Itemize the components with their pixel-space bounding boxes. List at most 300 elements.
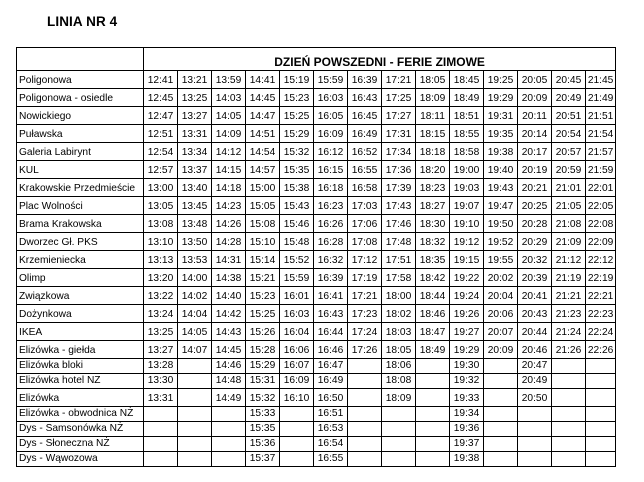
- departure-time: 17:03: [348, 197, 382, 215]
- departure-time: 19:36: [450, 422, 484, 437]
- departure-time: 13:53: [178, 251, 212, 269]
- departure-time: 20:45: [552, 71, 586, 89]
- departure-time: 20:05: [518, 71, 552, 89]
- timetable-row: [17, 125, 616, 143]
- departure-time: [382, 437, 416, 452]
- departure-time: [382, 452, 416, 467]
- departure-time: 15:38: [280, 179, 314, 197]
- departure-time: [348, 437, 382, 452]
- departure-time: [586, 422, 616, 437]
- departure-time: 20:28: [518, 215, 552, 233]
- departure-time: 16:04: [280, 323, 314, 341]
- departure-time: 18:11: [416, 107, 450, 125]
- departure-time: 13:00: [144, 179, 178, 197]
- timetable-row: [17, 374, 616, 389]
- departure-time: 20:43: [518, 305, 552, 323]
- timetable-row: [17, 359, 616, 374]
- departure-time: 15:31: [246, 374, 280, 389]
- departure-time: [484, 422, 518, 437]
- departure-time: 20:49: [552, 89, 586, 107]
- departure-time: 16:10: [280, 389, 314, 407]
- stop-name: Elizówka - giełda: [17, 341, 144, 359]
- departure-time: 16:58: [348, 179, 382, 197]
- departure-time: [212, 452, 246, 467]
- departure-time: 14:03: [212, 89, 246, 107]
- departure-time: 19:52: [484, 233, 518, 251]
- departure-time: 16:51: [314, 407, 348, 422]
- departure-time: 15:35: [280, 161, 314, 179]
- departure-time: 16:49: [314, 374, 348, 389]
- departure-time: 18:00: [382, 287, 416, 305]
- timetable-row: [17, 452, 616, 467]
- departure-time: [484, 407, 518, 422]
- departure-time: 22:01: [586, 179, 616, 197]
- departure-time: 14:02: [178, 287, 212, 305]
- departure-time: 16:55: [314, 452, 348, 467]
- departure-time: 19:33: [450, 389, 484, 407]
- departure-time: 16:03: [314, 89, 348, 107]
- stop-name: Elizówka - obwodnica NŻ: [17, 407, 144, 422]
- departure-time: 15:08: [246, 215, 280, 233]
- departure-time: 15:00: [246, 179, 280, 197]
- departure-time: 18:18: [416, 143, 450, 161]
- departure-time: 21:45: [586, 71, 616, 89]
- stop-name: Dożynkowa: [17, 305, 144, 323]
- departure-time: [212, 422, 246, 437]
- departure-time: 17:34: [382, 143, 416, 161]
- departure-time: 16:06: [280, 341, 314, 359]
- departure-time: 19:37: [450, 437, 484, 452]
- departure-time: 14:46: [212, 359, 246, 374]
- departure-time: 14:45: [246, 89, 280, 107]
- departure-time: [348, 452, 382, 467]
- departure-time: 18:27: [416, 197, 450, 215]
- departure-time: 21:23: [552, 305, 586, 323]
- departure-time: 13:21: [178, 71, 212, 89]
- departure-time: 15:28: [246, 341, 280, 359]
- timetable: [16, 47, 616, 467]
- departure-time: 19:32: [450, 374, 484, 389]
- departure-time: 18:51: [450, 107, 484, 125]
- departure-time: [348, 407, 382, 422]
- departure-time: 15:59: [280, 269, 314, 287]
- departure-time: [416, 389, 450, 407]
- departure-time: 17:36: [382, 161, 416, 179]
- departure-time: [348, 374, 382, 389]
- departure-time: 21:26: [552, 341, 586, 359]
- departure-time: 20:09: [484, 341, 518, 359]
- departure-time: 16:09: [314, 125, 348, 143]
- departure-time: 14:48: [212, 374, 246, 389]
- departure-time: 15:14: [246, 251, 280, 269]
- departure-time: 16:28: [314, 233, 348, 251]
- departure-time: 16:44: [314, 323, 348, 341]
- departure-time: 13:34: [178, 143, 212, 161]
- departure-time: 13:37: [178, 161, 212, 179]
- departure-time: 18:15: [416, 125, 450, 143]
- departure-time: 16:07: [280, 359, 314, 374]
- departure-time: 21:01: [552, 179, 586, 197]
- departure-time: 15:05: [246, 197, 280, 215]
- departure-time: [586, 437, 616, 452]
- departure-time: 20:02: [484, 269, 518, 287]
- departure-time: 22:09: [586, 233, 616, 251]
- departure-time: 16:23: [314, 197, 348, 215]
- departure-time: [518, 452, 552, 467]
- departure-time: [178, 359, 212, 374]
- departure-time: [552, 359, 586, 374]
- timetable-row: [17, 422, 616, 437]
- stop-name: Plac Wolności: [17, 197, 144, 215]
- departure-time: 14:18: [212, 179, 246, 197]
- departure-time: 15:29: [280, 125, 314, 143]
- departure-time: 19:43: [484, 179, 518, 197]
- departure-time: 13:25: [144, 323, 178, 341]
- departure-time: 16:01: [280, 287, 314, 305]
- departure-time: 17:39: [382, 179, 416, 197]
- timetable-row: [17, 323, 616, 341]
- departure-time: 14:07: [178, 341, 212, 359]
- departure-time: 19:22: [450, 269, 484, 287]
- departure-time: 16:15: [314, 161, 348, 179]
- departure-time: 22:05: [586, 197, 616, 215]
- departure-time: 16:26: [314, 215, 348, 233]
- departure-time: [280, 437, 314, 452]
- departure-time: 14:31: [212, 251, 246, 269]
- timetable-row: [17, 71, 616, 89]
- departure-time: 18:58: [450, 143, 484, 161]
- departure-time: 17:12: [348, 251, 382, 269]
- stop-name: Elizówka hotel NZ: [17, 374, 144, 389]
- departure-time: [416, 437, 450, 452]
- departure-time: 14:05: [178, 323, 212, 341]
- timetable-row: [17, 233, 616, 251]
- departure-time: 21:59: [586, 161, 616, 179]
- departure-time: 15:48: [280, 233, 314, 251]
- departure-time: 16:43: [314, 305, 348, 323]
- departure-time: 13:50: [178, 233, 212, 251]
- departure-time: 13:30: [144, 374, 178, 389]
- departure-time: 22:23: [586, 305, 616, 323]
- departure-time: 15:52: [280, 251, 314, 269]
- departure-time: 21:21: [552, 287, 586, 305]
- departure-time: 20:41: [518, 287, 552, 305]
- departure-time: 20:04: [484, 287, 518, 305]
- stop-name: Nowickiego: [17, 107, 144, 125]
- departure-time: 21:24: [552, 323, 586, 341]
- departure-time: 20:21: [518, 179, 552, 197]
- departure-time: 20:47: [518, 359, 552, 374]
- departure-time: 22:21: [586, 287, 616, 305]
- departure-time: 18:32: [416, 233, 450, 251]
- departure-time: 17:48: [382, 233, 416, 251]
- departure-time: 20:50: [518, 389, 552, 407]
- stop-name: Krzemieniecka: [17, 251, 144, 269]
- departure-time: [484, 389, 518, 407]
- stop-name: Poligonowa - osiedle: [17, 89, 144, 107]
- departure-time: 15:26: [246, 323, 280, 341]
- departure-time: [348, 359, 382, 374]
- departure-time: 17:08: [348, 233, 382, 251]
- departure-time: 19:15: [450, 251, 484, 269]
- departure-time: 21:12: [552, 251, 586, 269]
- stop-name: Elizówka bloki: [17, 359, 144, 374]
- departure-time: 17:24: [348, 323, 382, 341]
- departure-time: [518, 422, 552, 437]
- timetable-row: [17, 143, 616, 161]
- departure-time: 17:23: [348, 305, 382, 323]
- departure-time: 14:26: [212, 215, 246, 233]
- departure-time: 19:29: [450, 341, 484, 359]
- departure-time: 15:25: [280, 107, 314, 125]
- departure-time: 16:39: [348, 71, 382, 89]
- departure-time: 18:47: [416, 323, 450, 341]
- departure-time: 17:25: [382, 89, 416, 107]
- departure-time: 17:51: [382, 251, 416, 269]
- departure-time: 19:00: [450, 161, 484, 179]
- departure-time: 17:58: [382, 269, 416, 287]
- departure-time: [280, 452, 314, 467]
- departure-time: [280, 422, 314, 437]
- departure-time: 13:45: [178, 197, 212, 215]
- departure-time: 19:26: [450, 305, 484, 323]
- departure-time: 14:51: [246, 125, 280, 143]
- departure-time: 17:43: [382, 197, 416, 215]
- departure-time: 21:54: [586, 125, 616, 143]
- timetable-row: [17, 287, 616, 305]
- stop-name: Dys - Samsonówka NŻ: [17, 422, 144, 437]
- departure-time: 14:47: [246, 107, 280, 125]
- departure-time: [382, 422, 416, 437]
- departure-time: 15:33: [246, 407, 280, 422]
- departure-time: [212, 407, 246, 422]
- departure-time: 19:27: [450, 323, 484, 341]
- departure-time: 16:12: [314, 143, 348, 161]
- departure-time: 19:30: [450, 359, 484, 374]
- departure-time: 17:26: [348, 341, 382, 359]
- timetable-row: [17, 89, 616, 107]
- departure-time: [178, 452, 212, 467]
- departure-time: [552, 407, 586, 422]
- departure-time: 17:21: [348, 287, 382, 305]
- departure-time: 16:49: [348, 125, 382, 143]
- departure-time: 13:31: [178, 125, 212, 143]
- departure-time: 12:45: [144, 89, 178, 107]
- departure-time: 20:59: [552, 161, 586, 179]
- departure-time: [552, 437, 586, 452]
- departure-time: [552, 452, 586, 467]
- departure-time: 13:13: [144, 251, 178, 269]
- departure-time: 13:24: [144, 305, 178, 323]
- departure-time: 20:51: [552, 107, 586, 125]
- departure-time: 20:49: [518, 374, 552, 389]
- departure-time: 19:07: [450, 197, 484, 215]
- departure-time: 15:19: [280, 71, 314, 89]
- timetable-row: [17, 107, 616, 125]
- stop-name: Olimp: [17, 269, 144, 287]
- departure-time: 19:34: [450, 407, 484, 422]
- departure-time: 15:23: [280, 89, 314, 107]
- departure-time: 16:53: [314, 422, 348, 437]
- departure-time: 15:10: [246, 233, 280, 251]
- departure-time: 14:43: [212, 323, 246, 341]
- timetable-row: [17, 389, 616, 407]
- departure-time: 14:12: [212, 143, 246, 161]
- departure-time: 15:36: [246, 437, 280, 452]
- departure-time: 18:49: [450, 89, 484, 107]
- stop-name: Krakowskie Przedmieście: [17, 179, 144, 197]
- departure-time: [484, 359, 518, 374]
- departure-time: 19:35: [484, 125, 518, 143]
- departure-time: 20:32: [518, 251, 552, 269]
- departure-time: 14:04: [178, 305, 212, 323]
- timetable-row: [17, 251, 616, 269]
- departure-time: [280, 407, 314, 422]
- departure-time: 14:00: [178, 269, 212, 287]
- departure-time: 13:20: [144, 269, 178, 287]
- departure-time: 20:14: [518, 125, 552, 143]
- departure-time: 16:41: [314, 287, 348, 305]
- departure-time: 20:29: [518, 233, 552, 251]
- departure-time: 19:47: [484, 197, 518, 215]
- departure-time: 17:19: [348, 269, 382, 287]
- stop-name: Puławska: [17, 125, 144, 143]
- departure-time: 22:26: [586, 341, 616, 359]
- departure-time: 22:19: [586, 269, 616, 287]
- departure-time: [178, 437, 212, 452]
- departure-time: 15:43: [280, 197, 314, 215]
- departure-time: 14:38: [212, 269, 246, 287]
- departure-time: [416, 422, 450, 437]
- departure-time: 17:27: [382, 107, 416, 125]
- timetable-row: [17, 161, 616, 179]
- departure-time: 16:54: [314, 437, 348, 452]
- departure-time: 13:27: [178, 107, 212, 125]
- stop-name: Związkowa: [17, 287, 144, 305]
- departure-time: 14:57: [246, 161, 280, 179]
- departure-time: 13:10: [144, 233, 178, 251]
- departure-time: [484, 437, 518, 452]
- departure-time: 16:09: [280, 374, 314, 389]
- departure-time: 17:46: [382, 215, 416, 233]
- departure-time: [348, 389, 382, 407]
- departure-time: 20:46: [518, 341, 552, 359]
- departure-time: 20:25: [518, 197, 552, 215]
- departure-time: 22:08: [586, 215, 616, 233]
- departure-time: 22:24: [586, 323, 616, 341]
- departure-time: 18:05: [416, 71, 450, 89]
- departure-time: 15:25: [246, 305, 280, 323]
- departure-time: [552, 374, 586, 389]
- departure-time: 14:45: [212, 341, 246, 359]
- departure-time: 16:50: [314, 389, 348, 407]
- departure-time: 13:28: [144, 359, 178, 374]
- departure-time: [212, 437, 246, 452]
- departure-time: 13:27: [144, 341, 178, 359]
- stop-name: KUL: [17, 161, 144, 179]
- departure-time: [586, 389, 616, 407]
- departure-time: [484, 452, 518, 467]
- departure-time: [382, 407, 416, 422]
- departure-time: 16:39: [314, 269, 348, 287]
- timetable-row: [17, 305, 616, 323]
- stop-column-header: [17, 48, 144, 71]
- departure-time: 18:09: [382, 389, 416, 407]
- period-header: DZIEŃ POWSZEDNI - FERIE ZIMOWE: [144, 48, 616, 71]
- stop-name: Elizówka: [17, 389, 144, 407]
- departure-time: 21:51: [586, 107, 616, 125]
- departure-time: 17:31: [382, 125, 416, 143]
- departure-time: [144, 407, 178, 422]
- departure-time: 20:11: [518, 107, 552, 125]
- departure-time: [552, 389, 586, 407]
- departure-time: 15:29: [246, 359, 280, 374]
- departure-time: 14:23: [212, 197, 246, 215]
- departure-time: [586, 359, 616, 374]
- departure-time: 18:20: [416, 161, 450, 179]
- departure-time: 16:46: [314, 341, 348, 359]
- departure-time: 16:03: [280, 305, 314, 323]
- departure-time: 12:47: [144, 107, 178, 125]
- stop-name: Brama Krakowska: [17, 215, 144, 233]
- departure-time: 19:03: [450, 179, 484, 197]
- departure-time: 15:32: [246, 389, 280, 407]
- departure-time: [178, 389, 212, 407]
- departure-time: 18:35: [416, 251, 450, 269]
- departure-time: 21:08: [552, 215, 586, 233]
- departure-time: 20:07: [484, 323, 518, 341]
- departure-time: 22:12: [586, 251, 616, 269]
- departure-time: 15:59: [314, 71, 348, 89]
- stop-name: Dworzec Gł. PKS: [17, 233, 144, 251]
- timetable-row: [17, 407, 616, 422]
- departure-time: [484, 374, 518, 389]
- departure-time: 18:42: [416, 269, 450, 287]
- departure-time: 13:31: [144, 389, 178, 407]
- departure-time: 14:42: [212, 305, 246, 323]
- departure-time: 16:45: [348, 107, 382, 125]
- departure-time: 18:46: [416, 305, 450, 323]
- departure-time: 13:48: [178, 215, 212, 233]
- departure-time: 20:17: [518, 143, 552, 161]
- departure-time: 16:43: [348, 89, 382, 107]
- departure-time: 13:25: [178, 89, 212, 107]
- departure-time: 14:05: [212, 107, 246, 125]
- departure-time: 16:05: [314, 107, 348, 125]
- departure-time: [144, 452, 178, 467]
- departure-time: [552, 422, 586, 437]
- departure-time: 16:32: [314, 251, 348, 269]
- timetable-row: [17, 179, 616, 197]
- departure-time: [416, 452, 450, 467]
- departure-time: [416, 359, 450, 374]
- stop-name: Dys - Wąwozowa: [17, 452, 144, 467]
- timetable-row: [17, 437, 616, 452]
- departure-time: 15:23: [246, 287, 280, 305]
- departure-time: 16:18: [314, 179, 348, 197]
- departure-time: [348, 422, 382, 437]
- departure-time: 20:39: [518, 269, 552, 287]
- departure-time: [586, 374, 616, 389]
- departure-time: 15:21: [246, 269, 280, 287]
- stop-name: Galeria Labirynt: [17, 143, 144, 161]
- departure-time: 19:24: [450, 287, 484, 305]
- departure-time: 16:47: [314, 359, 348, 374]
- departure-time: 12:41: [144, 71, 178, 89]
- departure-time: 18:08: [382, 374, 416, 389]
- stop-name: Dys - Słoneczna NŻ: [17, 437, 144, 452]
- departure-time: 21:57: [586, 143, 616, 161]
